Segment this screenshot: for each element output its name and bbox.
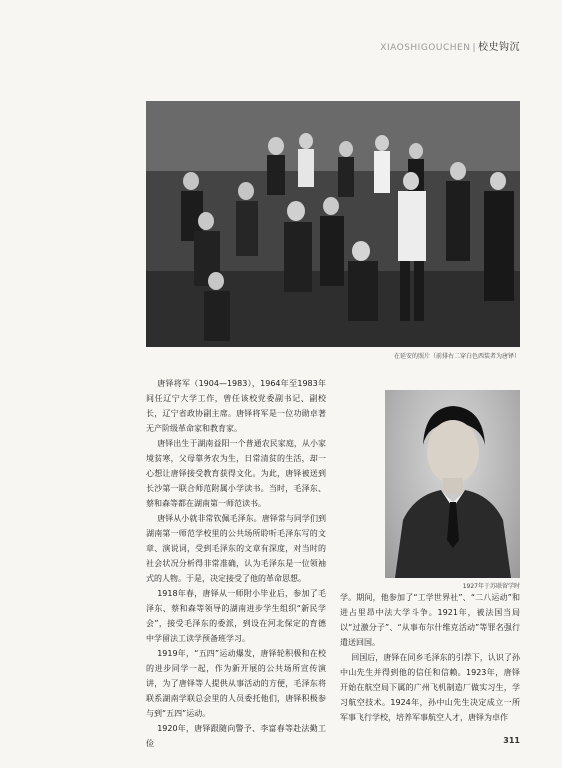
article-right-column (340, 590, 520, 725)
section-header (380, 38, 520, 53)
header-title: 校史钩沉 (478, 42, 520, 53)
group-photo-image (146, 101, 520, 347)
portrait-caption: 1927年于苏联留学时 (462, 583, 520, 590)
article-left-column (146, 376, 326, 751)
article-paragraph: 唐铎从小就非常钦佩毛泽东。唐铎常与同学们到湖南第一师范学校里的公共场所聆听毛泽东写的文章、演说词，受到毛泽东的文章有深度，对当时的社会状况分析得非常准确，认为毛泽东是一位领袖式的人物。于是，决定接受了他的革命思想。 (146, 514, 326, 583)
group-photo-caption: 在延安的照片（前排右二穿白色西装者为唐铎） (393, 353, 520, 360)
article-paragraph: 回国后，唐铎在同乡毛泽东的引荐下，认识了孙中山先生并得到他的信任和信赖。1923年，唐铎开始在航空局下属的广州飞机制造厂做实习生，学习航空技术。1924年，孙中山先生决定成立一所军事飞行学校，培养军事航空人才，唐铎为卓作 (340, 653, 520, 722)
header-latin: XIAOSHIGOUCHEN (380, 43, 471, 53)
portrait-photo (385, 390, 520, 578)
portrait-photo-image (385, 390, 520, 578)
article-paragraph: 1920年，唐铎跟随向警予、李富春等赴法勤工俭 (146, 724, 326, 748)
article-paragraph: 唐铎出生于湖南益阳一个普通农民家庭，从小家境贫寒，父母靠务农为生，日常清贫的生活，却一心想让唐铎接受教育获得文化。为此，唐铎被送到长沙第一联合师范附属小学读书。当时，毛泽东、蔡和森等都在湖南第一师范读书。 (146, 439, 326, 508)
article-paragraph: 唐铎将军（1904—1983），1964年至1983年间任辽宁大学工作，曾任该校党委副书记、副校长，辽宁省政协副主席。唐铎将军是一位功勋卓著无产阶级革命家和教育家。 (146, 379, 326, 433)
header-separator: | (472, 43, 476, 53)
group-photo (146, 101, 520, 347)
article-paragraph: 学。期间，他参加了“工学世界社”、“二八运动”和进占里昂中法大学斗争。1921年，被法国当局以“过激分子”、“从事布尔什维克活动”等罪名强行遣送回国。 (340, 593, 520, 647)
article-paragraph: 1918年春，唐铎从一师附小毕业后，参加了毛泽东、蔡和森等领导的湖南进步学生组织“新民学会”，接受毛泽东的委派，到设在河北保定的育德中学留法工读学预备班学习。 (146, 589, 326, 643)
article-paragraph: 1919年，“五四”运动爆发，唐铎轮积极和在校的进步同学一起，作为新开展的公共场所宣传演讲，为了唐铎等人提供从事活动的方便，毛泽东将联系湖南学联总会里的人员委托他们，唐铎积极参与到“五四”运动。 (146, 649, 326, 718)
page-number: 311 (503, 736, 520, 745)
